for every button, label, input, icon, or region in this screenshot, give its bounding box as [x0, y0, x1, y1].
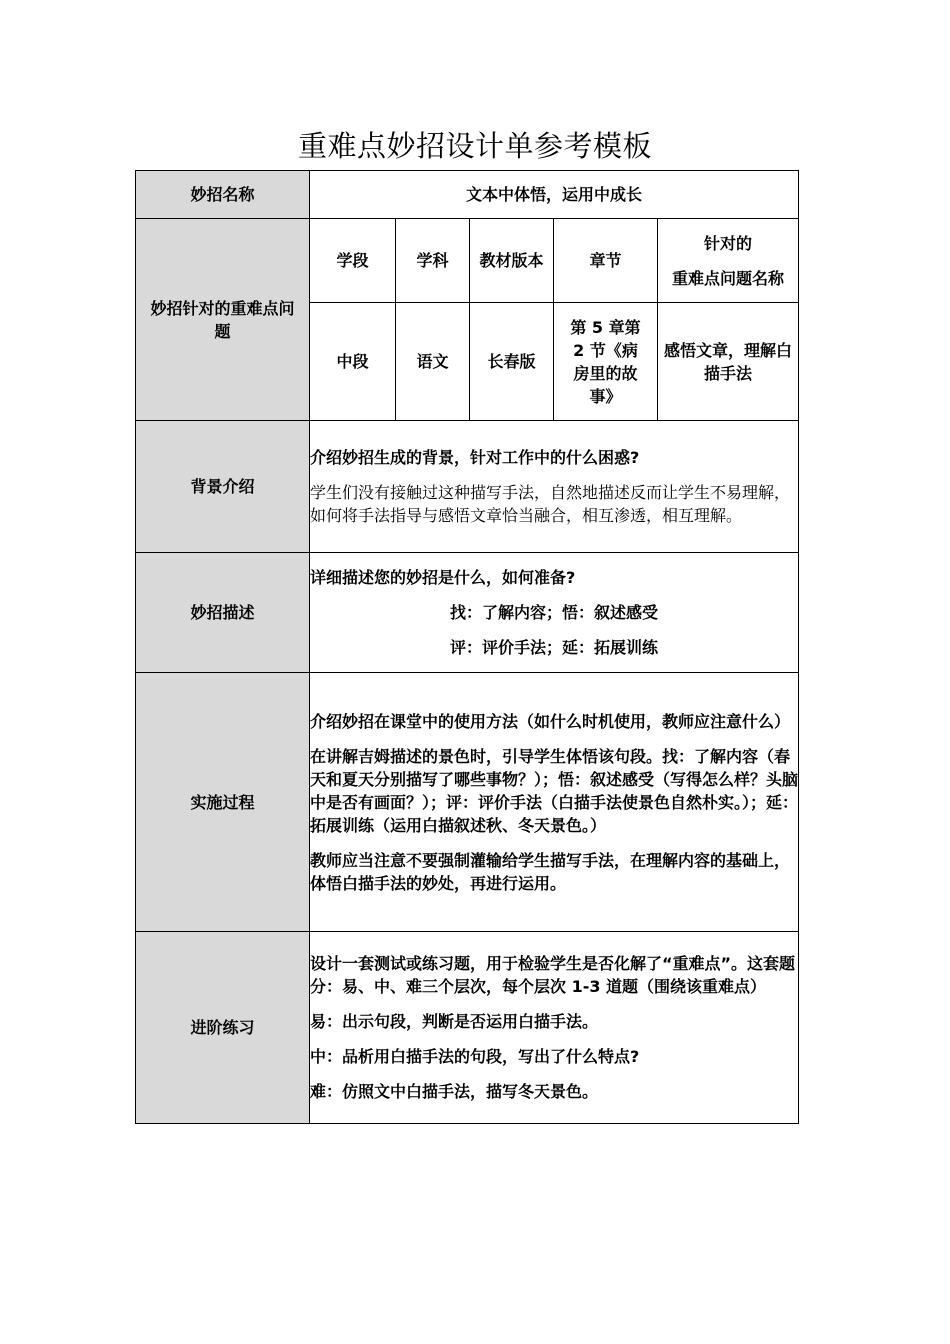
- value-chapter: [554, 303, 658, 421]
- description-line2: 评：评价手法；延：拓展训练: [450, 638, 659, 657]
- label-problem-text: 妙招针对的重难点问题: [150, 298, 295, 341]
- row-process: [136, 673, 799, 932]
- label-description: 妙招描述: [136, 553, 310, 673]
- label-name: [136, 171, 310, 219]
- practice-easy: 易：出示句段，判断是否运用白描手法。: [310, 1012, 599, 1031]
- value-stage: 中段: [310, 303, 396, 421]
- description-prompt: 详细描述您的妙招是什么，如何准备?: [310, 568, 576, 587]
- header-edition-text: 教材版本: [479, 251, 544, 270]
- page-title: 重难点妙招设计单参考模板: [297, 129, 652, 163]
- name-value: 文本中体悟，运用中成长: [310, 171, 799, 219]
- row-description: [136, 553, 799, 673]
- description-line1: 找：了解内容；悟：叙述感受: [450, 603, 659, 622]
- value-subject: 语文: [396, 303, 470, 421]
- process-prompt: 介绍妙招在课堂中的使用方法（如什么时机使用，教师应注意什么）: [310, 711, 791, 731]
- practice-hard: 难：仿照文中白描手法，描写冬天景色。: [310, 1082, 599, 1101]
- label-background: 背景介绍: [136, 421, 310, 553]
- background-text: 学生们没有接触过这种描写手法，自然地描述反而让学生不易理解，如何将手法指导与感悟文章恰当融合，相互渗透，相互理解。: [310, 483, 791, 525]
- label-problem: [136, 219, 310, 421]
- header-target-line1: 针对的: [704, 233, 753, 253]
- header-edition: [470, 219, 554, 303]
- label-name-text: 妙招名称: [190, 185, 255, 204]
- header-chapter: 章节: [554, 219, 658, 303]
- value-target-text: 感悟文章，理解白描手法: [664, 340, 793, 383]
- row-problem-header: [136, 219, 799, 303]
- header-target: [658, 219, 799, 303]
- value-target: [658, 303, 799, 421]
- process-content: [310, 673, 799, 932]
- description-content: [310, 553, 799, 673]
- value-chapter-text: 第 5 章第 2 节《病房里的故事》: [570, 317, 641, 406]
- process-para2: 教师应当注意不要强制灌输给学生描写手法，在理解内容的基础上，体悟白描手法的妙处，再进行运用。: [310, 850, 791, 893]
- row-background: [136, 421, 799, 553]
- row-practice: [136, 932, 799, 1124]
- header-target-line2: 重难点问题名称: [672, 268, 785, 288]
- practice-content: [310, 932, 799, 1124]
- label-practice: 进阶练习: [136, 932, 310, 1124]
- row-name: [136, 171, 799, 219]
- background-prompt: 介绍妙招生成的背景，针对工作中的什么困惑?: [310, 448, 640, 467]
- process-para1: 在讲解吉姆描述的景色时，引导学生体悟该句段。找：了解内容（春天和夏天分别描写了哪些事物？）；悟：叙述感受（写得怎么样？头脑中是否有画面？）；评：评价手法（白描手法使景色自然朴实。）；延：拓展训练（运用白描叙述秋、冬天景色。）: [310, 746, 799, 835]
- design-form-table: [135, 170, 799, 1124]
- header-subject: 学科: [396, 219, 470, 303]
- label-process: 实施过程: [136, 673, 310, 932]
- practice-prompt: 设计一套测试或练习题，用于检验学生是否化解了“重难点”。这套题分：易、中、难三个层次，每个层次 1-3 道题（围绕该重难点）: [310, 954, 796, 996]
- value-edition: 长春版: [470, 303, 554, 421]
- background-content: [310, 421, 799, 553]
- header-stage: 学段: [310, 219, 396, 303]
- practice-medium: 中：品析用白描手法的句段，写出了什么特点?: [310, 1047, 640, 1066]
